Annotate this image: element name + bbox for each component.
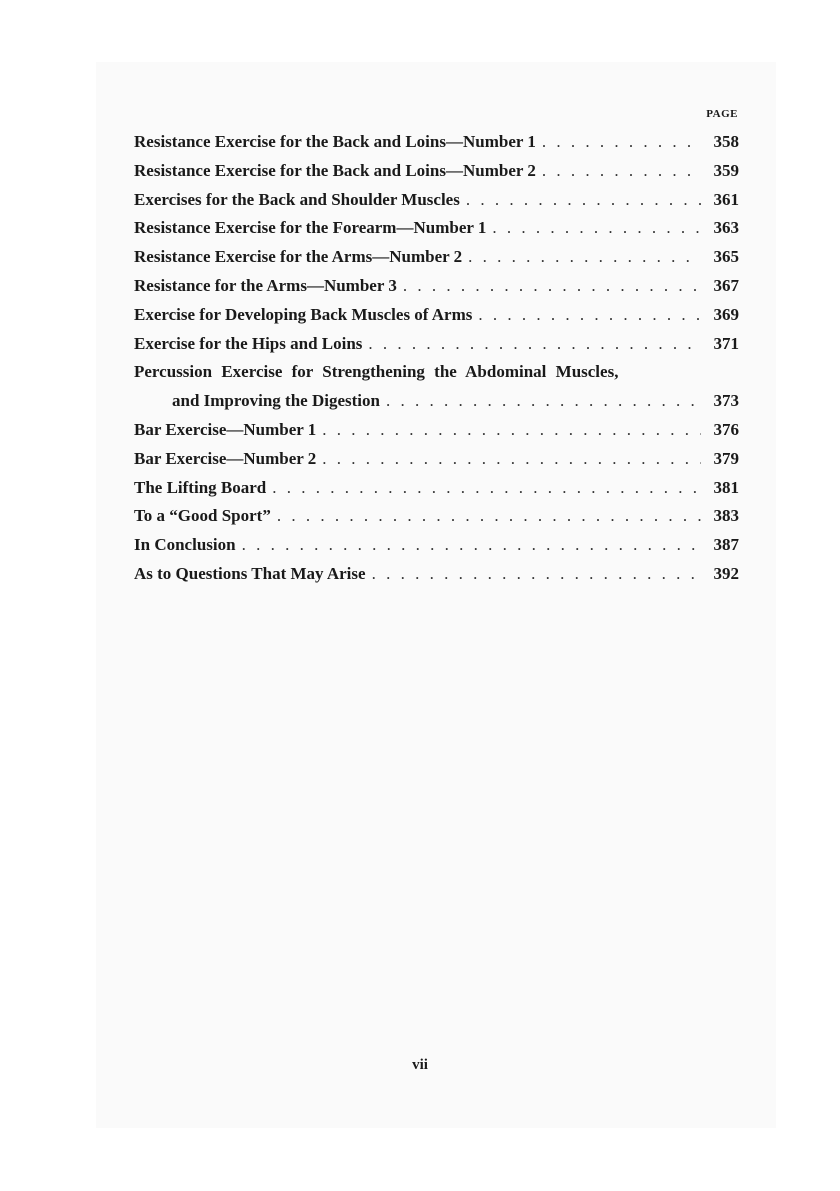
toc-entry-title: Exercise for the Hips and Loins: [134, 333, 363, 353]
toc-entry-page: 359: [713, 160, 739, 180]
toc-entry-title: Percussion Exercise for Strengthening the Abdominal Muscles,: [134, 362, 619, 382]
toc-entry-page: 392: [713, 563, 739, 583]
toc-entry-title: Resistance Exercise for the Arms—Number 2: [134, 247, 463, 267]
toc-entry-page: 373: [713, 391, 739, 411]
toc-entry-title: Exercise for Developing Back Muscles of Arms: [134, 304, 473, 324]
toc-entry: [134, 132, 739, 161]
toc-entry-page: 387: [713, 535, 739, 555]
toc-entry-first-line: [134, 362, 739, 391]
toc-entry-page: 367: [713, 275, 739, 295]
toc-entry: [134, 564, 739, 593]
toc-entry: [134, 334, 739, 363]
toc-entry: [134, 449, 739, 478]
toc-entry-title-continued: and Improving the Digestion: [172, 391, 380, 411]
toc-entry-page: 379: [713, 448, 739, 468]
dot-leader: [372, 564, 701, 584]
toc-entry-title: In Conclusion: [134, 535, 236, 555]
toc-entry-title: As to Questions That May Arise: [134, 563, 366, 583]
dot-leader: [468, 247, 701, 267]
dot-leader: [403, 276, 701, 296]
toc-entry: [134, 276, 739, 305]
dot-leader: [492, 218, 701, 238]
toc-entry-page: 376: [713, 419, 739, 439]
toc-entry-title: The Lifting Board: [134, 477, 267, 497]
dot-leader: [542, 161, 701, 181]
toc-entry-page: 383: [713, 506, 739, 526]
toc-entry: [134, 218, 739, 247]
toc-entry-title: Resistance Exercise for the Back and Loins—Number 2: [134, 160, 536, 180]
toc-entry-page: 358: [713, 132, 739, 151]
toc-entry-page: 361: [713, 189, 739, 209]
toc-entry: [134, 247, 739, 276]
dot-leader: [386, 391, 701, 411]
dot-leader: [277, 506, 701, 526]
toc-entry-title: Bar Exercise—Number 2: [134, 448, 317, 468]
toc-entry: [134, 478, 739, 507]
toc-entry-title: Exercises for the Back and Shoulder Muscles: [134, 189, 460, 209]
toc-entry-page: 365: [713, 247, 739, 267]
dot-leader: [542, 132, 701, 152]
dot-leader: [478, 305, 701, 325]
toc-entry: [134, 305, 739, 334]
toc-entry-title: Bar Exercise—Number 1: [134, 419, 317, 439]
toc-entry: [134, 161, 739, 190]
dot-leader: [466, 190, 701, 210]
toc-entry: [134, 506, 739, 535]
dot-leader: [272, 478, 701, 498]
table-of-contents: [134, 132, 739, 593]
toc-entry-page: 363: [713, 218, 739, 238]
toc-entry-title: To a “Good Sport”: [134, 506, 271, 526]
toc-entry-page: 369: [713, 304, 739, 324]
toc-entry: [134, 190, 739, 219]
dot-leader: [242, 535, 701, 555]
toc-entry: [134, 420, 739, 449]
page-folio-number: vii: [412, 1057, 428, 1073]
toc-entry-title: Resistance for the Arms—Number 3: [134, 275, 397, 295]
dot-leader: [368, 334, 701, 354]
dot-leader: [322, 420, 701, 440]
toc-entry-continuation: [134, 391, 739, 420]
toc-entry-page: 371: [713, 333, 739, 353]
dot-leader: [322, 449, 701, 469]
toc-entry-title: Resistance Exercise for the Back and Loins—Number 1: [134, 132, 536, 151]
page-column-header: PAGE: [706, 108, 738, 120]
toc-entry-title: Resistance Exercise for the Forearm—Number 1: [134, 218, 487, 238]
toc-entry-page: 381: [713, 477, 739, 497]
toc-entry: [134, 535, 739, 564]
